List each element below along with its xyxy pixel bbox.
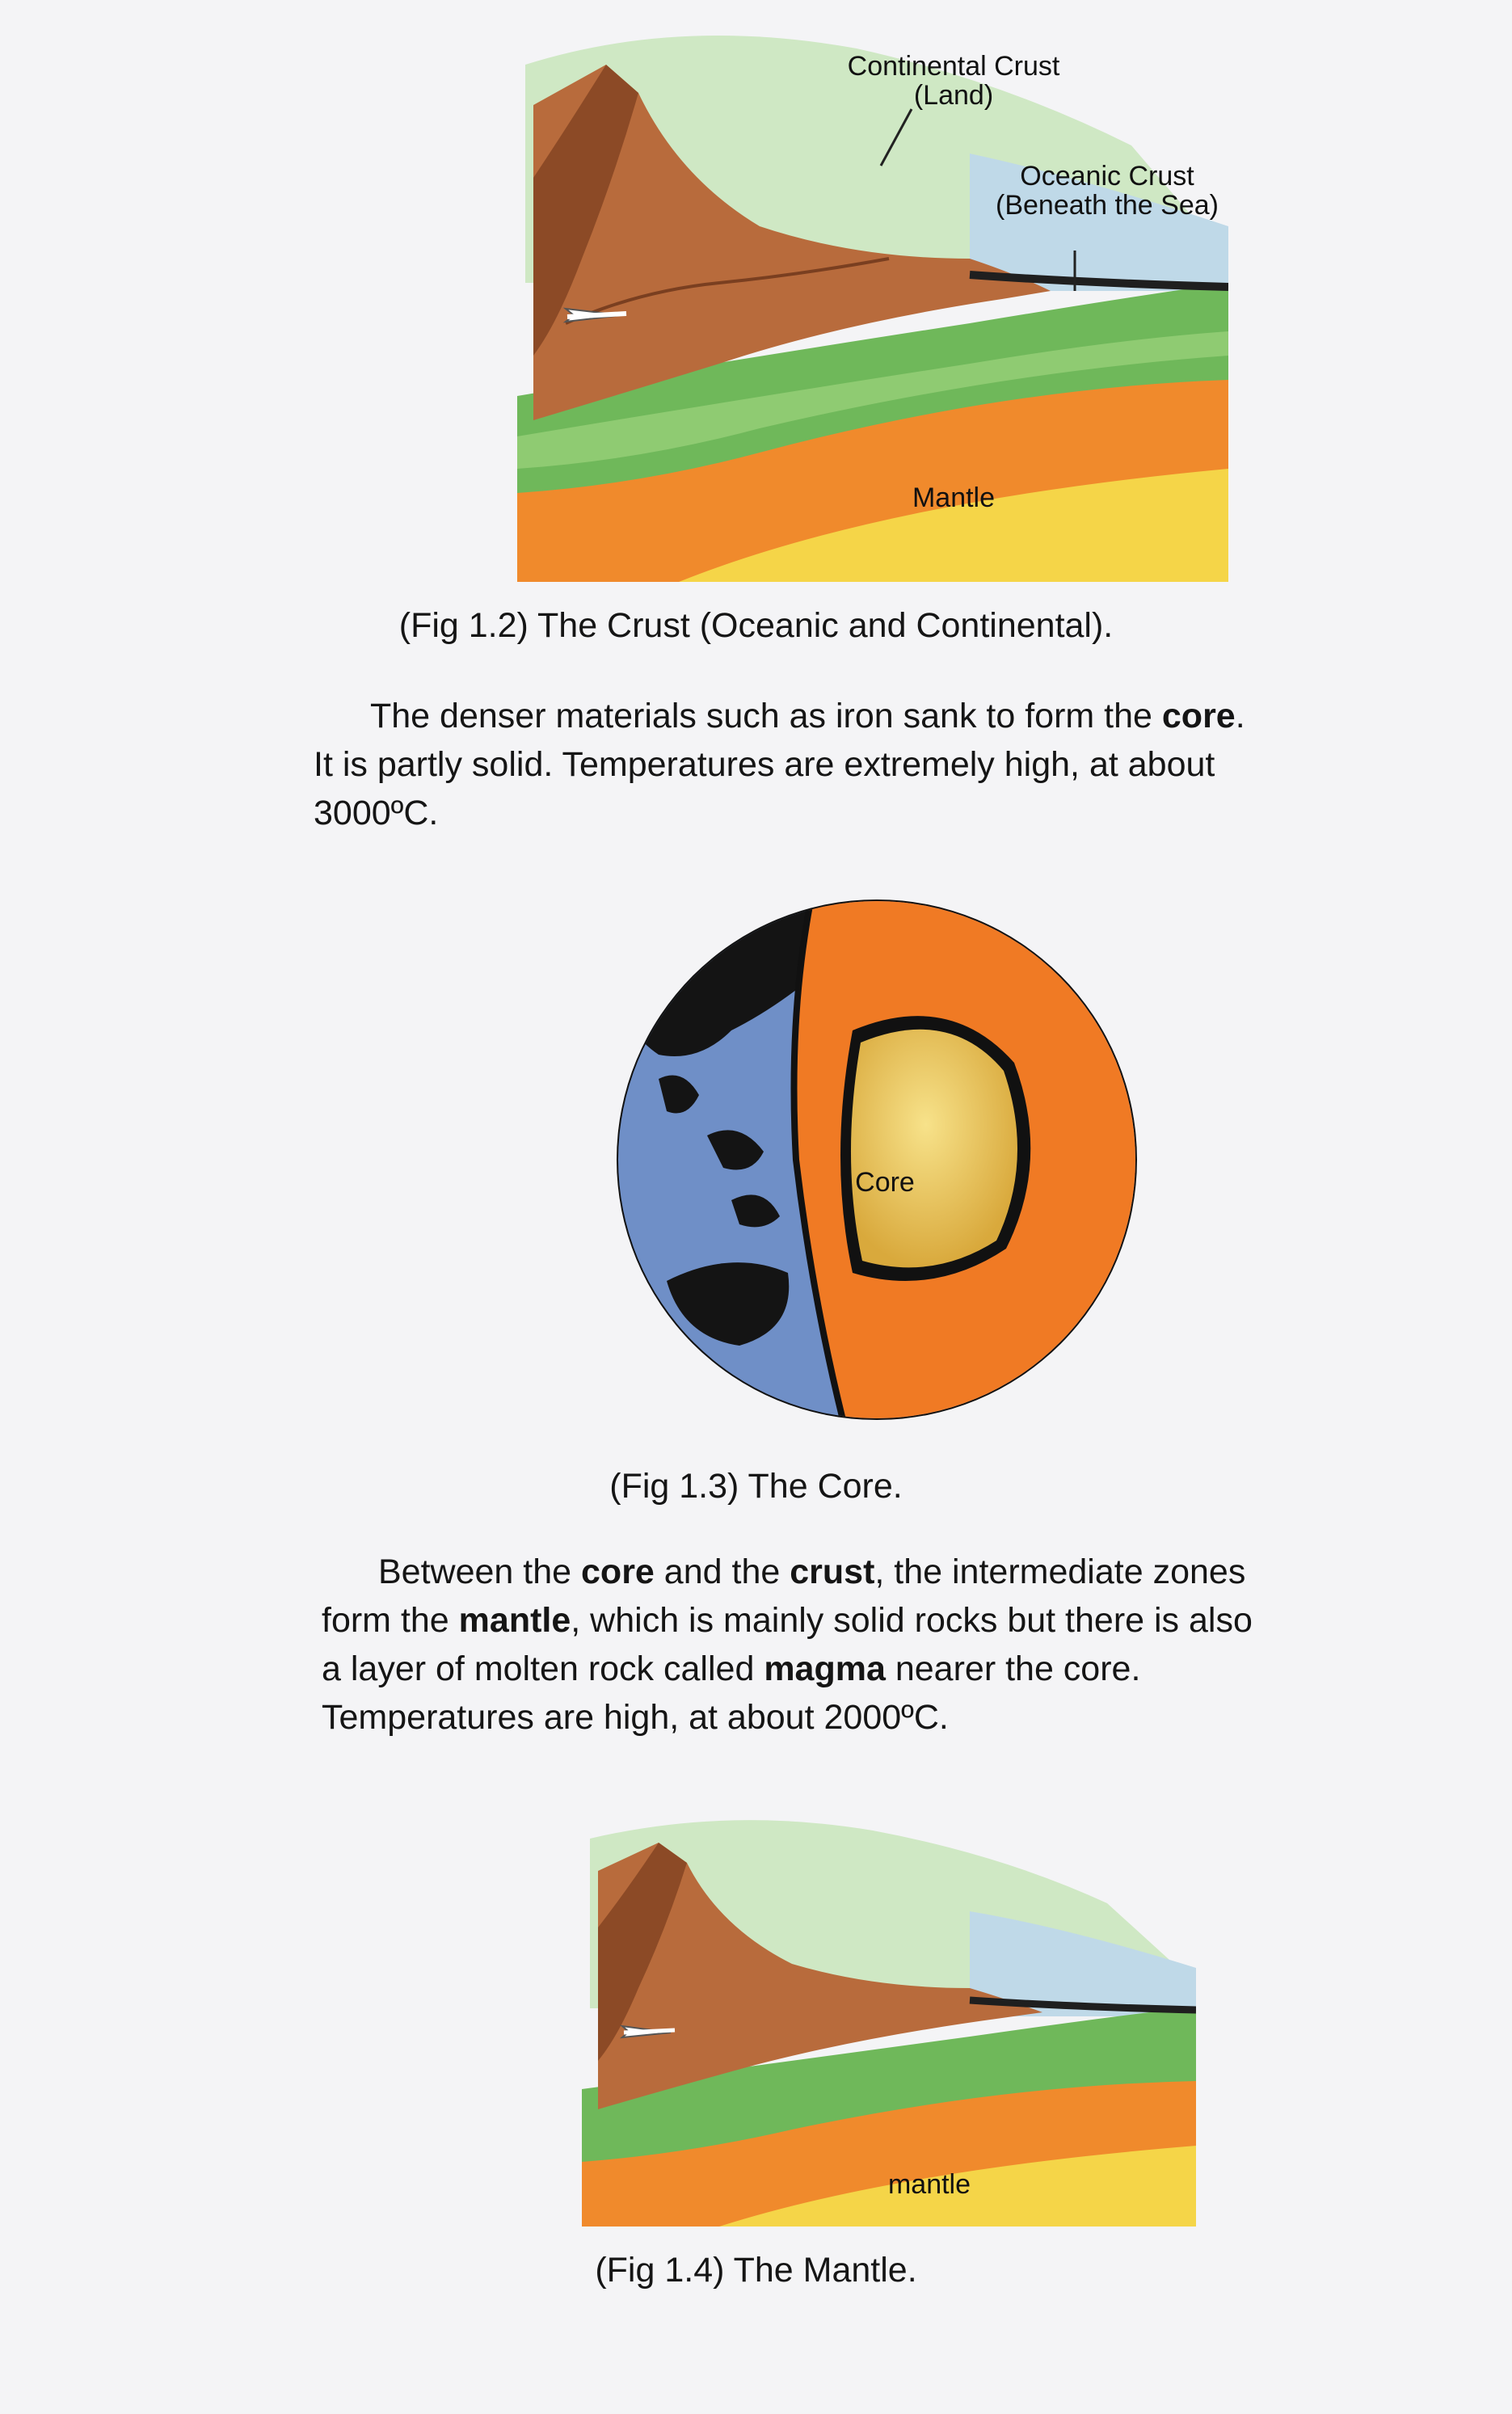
term-core: core	[581, 1552, 655, 1591]
paragraph-mantle-text-4: form the	[322, 1601, 459, 1640]
paragraph-mantle	[322, 1548, 1501, 1742]
mantle-cross-section-drawing	[582, 1806, 1196, 2227]
paragraph-mantle-line-4: Temperatures are high, at about 2000ºC.	[322, 1698, 949, 1737]
crust-illustration	[517, 16, 1228, 582]
paragraph-core-line-3: 3000ºC.	[314, 794, 439, 832]
figure-caption-crust: (Fig 1.2) The Crust (Oceanic and Continental).	[398, 606, 1114, 645]
paragraph-core-line-2: It is partly solid. Temperatures are extremely high, at about	[314, 745, 1215, 784]
paragraph-core-text-2: .	[1235, 697, 1245, 735]
term-magma: magma	[764, 1649, 886, 1688]
figure-caption-mantle: (Fig 1.4) The Mantle.	[595, 2251, 917, 2290]
mantle-illustration	[582, 1806, 1196, 2227]
core-globe-drawing	[610, 893, 1143, 1426]
paragraph-mantle-text-6: a layer of molten rock called	[322, 1649, 764, 1688]
paragraph-mantle-text-1: Between the	[378, 1552, 582, 1591]
label-core: Core	[855, 1167, 915, 1198]
paragraph-mantle-text-3: , the intermediate zones	[874, 1552, 1246, 1591]
label-oceanic-crust: Oceanic Crust (Beneath the Sea)	[996, 161, 1219, 221]
paragraph-mantle-text-5: , which is mainly solid rocks but there is also	[571, 1601, 1253, 1640]
paragraph-mantle-text-2: and the	[654, 1552, 790, 1591]
paragraph-core-text-1: The denser materials such as iron sank to form the	[370, 697, 1162, 735]
paragraph-core	[314, 692, 1493, 837]
term-core: core	[1161, 697, 1236, 735]
label-mantle: Mantle	[912, 482, 996, 513]
label-mantle-small: mantle	[887, 2169, 971, 2200]
label-continental-crust: Continental Crust (Land)	[847, 51, 1060, 111]
term-crust: crust	[790, 1552, 875, 1591]
paragraph-mantle-text-7: nearer the core.	[885, 1649, 1141, 1688]
term-mantle: mantle	[458, 1601, 571, 1640]
figure-caption-core: (Fig 1.3) The Core.	[609, 1467, 903, 1506]
core-illustration	[610, 893, 1143, 1426]
